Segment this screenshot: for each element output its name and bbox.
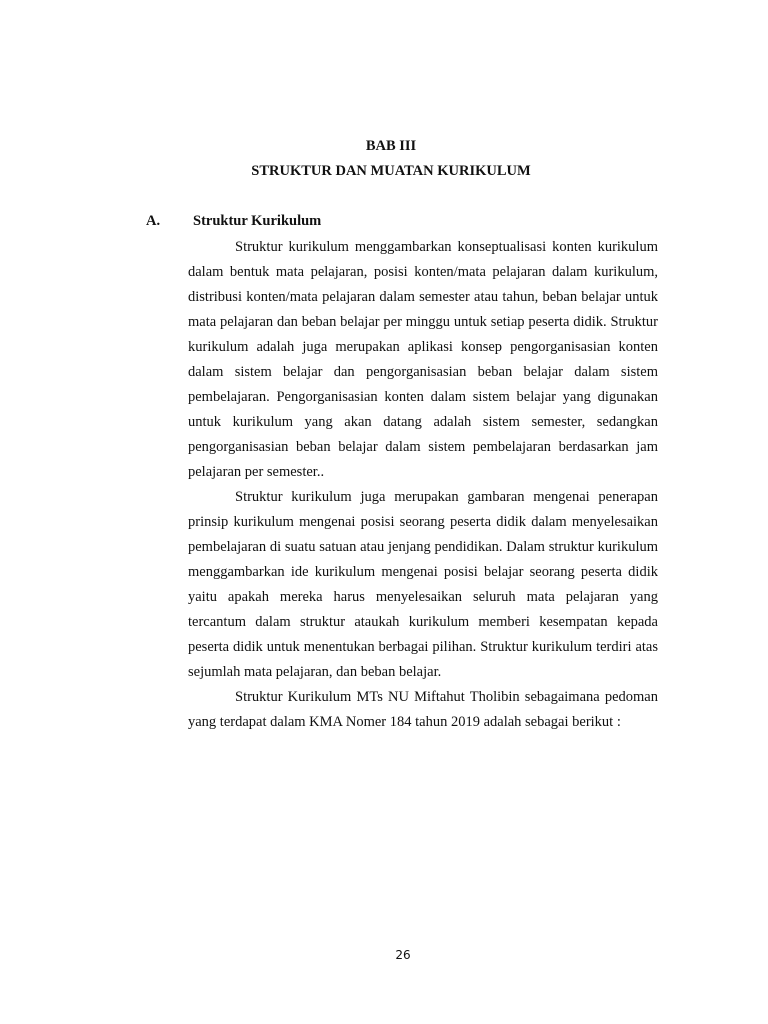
chapter-title: STRUKTUR DAN MUATAN KURIKULUM (251, 163, 531, 179)
section-heading (146, 212, 321, 230)
chapter-label: BAB III (365, 138, 417, 154)
page-number: 26 (395, 948, 411, 962)
section-body (188, 235, 658, 735)
paragraph-1: Struktur kurikulum menggambarkan konseptualisasi konten kurikulum dalam bentuk mata pelajaran, posisi konten/mata pelajaran dalam kurikulum, distribusi konten/mata pelajaran dalam semester atau tahun, beban belajar untuk mata pelajaran dan beban belajar per minggu untuk setiap peserta didik. Struktur kurikulum adalah juga merupakan aplikasi konsep pengorganisasian konten dalam sistem belajar dan pengorganisasian beban belajar dalam sistem pembelajaran. Pengorganisasian konten dalam sistem belajar yang digunakan untuk kurikulum yang akan datang adalah sistem semester, sedangkan pengorganisasian beban belajar dalam sistem pembelajaran berdasarkan jam pelajaran per semester.. (188, 239, 658, 480)
paragraph-2: Struktur kurikulum juga merupakan gambaran mengenai penerapan prinsip kurikulum mengenai posisi seorang peserta didik dalam menyelesaikan pembelajaran di suatu satuan atau jenjang pendidikan. Dalam struktur kurikulum menggambarkan ide kurikulum mengenai posisi belajar seorang peserta didik yaitu apakah mereka harus menyelesaikan seluruh mata pelajaran yang tercantum dalam struktur ataukah kurikulum memberi kesempatan kepada peserta didik untuk menentukan berbagai pilihan. Struktur kurikulum terdiri atas sejumlah mata pelajaran, dan beban belajar. (188, 489, 658, 680)
section-number: A. (146, 213, 161, 229)
section-title: Struktur Kurikulum (193, 213, 322, 229)
paragraph-3: Struktur Kurikulum MTs NU Miftahut Tholibin sebagaimana pedoman yang terdapat dalam KMA Nomer 184 tahun 2019 adalah sebagai berikut : (188, 689, 658, 730)
